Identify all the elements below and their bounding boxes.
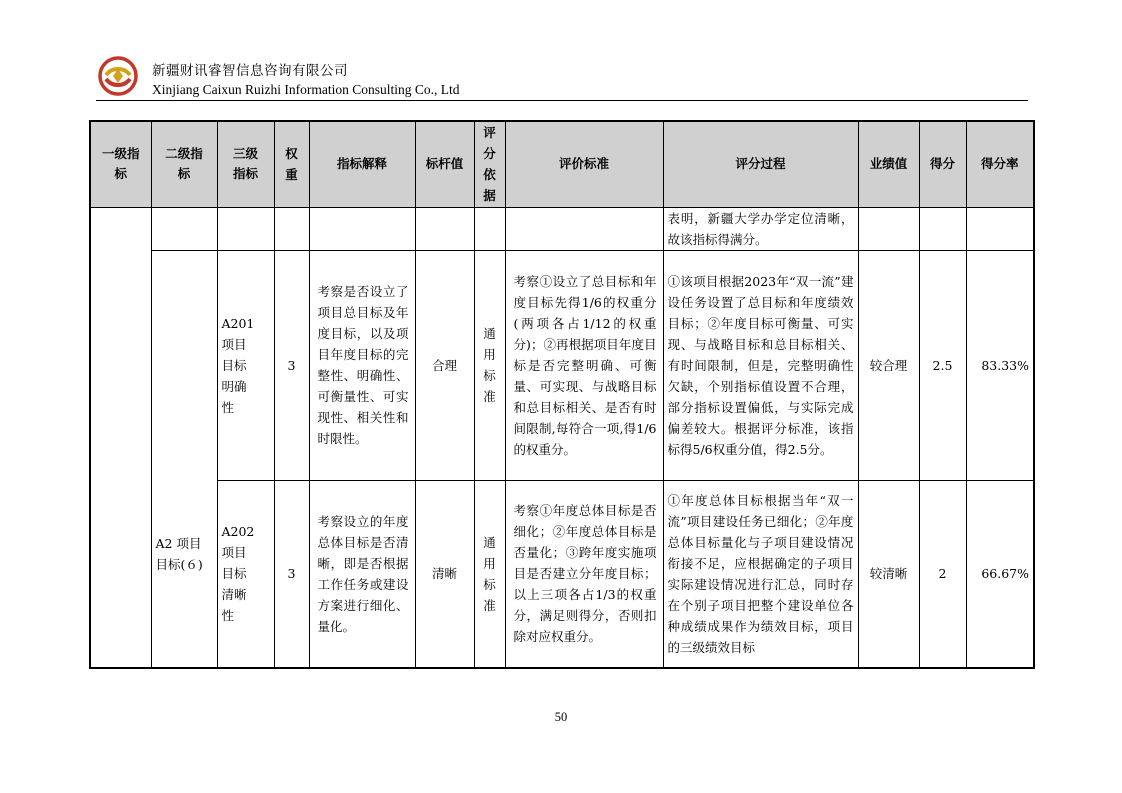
col-header-performance: 业绩值 [858, 121, 919, 207]
process-cell-continued: 表明，新疆大学办学定位清晰，故该指标得满分。 [663, 207, 858, 250]
level1-cell [90, 207, 151, 668]
level3-cell: A202项目目标清晰性 [217, 480, 274, 668]
col-header-benchmark: 标杆值 [415, 121, 474, 207]
col-header-process: 评分过程 [663, 121, 858, 207]
table-header-row [90, 121, 1034, 207]
col-header-basis: 评分依据 [474, 121, 505, 207]
company-logo-icon [96, 54, 140, 98]
performance-cell: 较清晰 [858, 480, 919, 668]
col-header-explanation: 指标解释 [309, 121, 415, 207]
score-cell: 2 [919, 480, 966, 668]
benchmark-cell: 清晰 [415, 480, 474, 668]
company-name-en: Xinjiang Caixun Ruizhi Information Consulting Co., Ltd [152, 82, 460, 97]
explanation-cell: 考察设立的年度总体目标是否清晰，即是否根据工作任务或建设方案进行细化、量化。 [309, 480, 415, 668]
score-cell: 2.5 [919, 250, 966, 480]
level2-cell-continued [151, 207, 217, 250]
col-header-level3: 三级指标 [217, 121, 274, 207]
basis-cell: 通用标准 [474, 480, 505, 668]
criteria-cell: 考察①年度总体目标是否细化；②年度总体目标是否量化；③跨年度实施项目是否建立分年度目标；以上三项各占1/3的权重分，满足则得分，否则扣除对应权重分。 [505, 480, 663, 668]
table-row [90, 250, 1034, 480]
explanation-cell: 考察是否设立了项目总目标及年度目标，以及项目年度目标的完整性、明确性、可衡量性、可实现性、相关性和时限性。 [309, 250, 415, 480]
level2-cell: A2 项目目标(６) [151, 250, 217, 668]
col-header-score: 得分 [919, 121, 966, 207]
process-cell: ①该项目根据2023年“双一流”建设任务设置了总目标和年度绩效目标；②年度目标可衡量、可实现、与战略目标和总目标相关、有时间限制，但是，完整明确性欠缺，个别指标值设置不合理，部分指标设置偏低，与实际完成偏差较大。根据评分标准，该指标得5/6权重分值，得2.5分。 [663, 250, 858, 480]
page-number: 50 [554, 710, 568, 724]
performance-cell: 较合理 [858, 250, 919, 480]
table-row-continued [90, 207, 1034, 250]
table-row [90, 480, 1034, 668]
basis-cell: 通用标准 [474, 250, 505, 480]
benchmark-cell: 合理 [415, 250, 474, 480]
col-header-rate: 得分率 [966, 121, 1034, 207]
rate-cell: 66.67% [966, 480, 1034, 668]
col-header-criteria: 评价标准 [505, 121, 663, 207]
process-cell: ①年度总体目标根据当年“双一流”项目建设任务已细化；②年度总体目标量化与子项目建设情况衔接不足，应根据确定的子项目实际建设情况进行汇总，同时存在个别子项目把整个建设单位各种成绩成果作为绩效目标，项目的三级绩效目标 [663, 480, 858, 668]
level3-cell: A201项目目标明确性 [217, 250, 274, 480]
col-header-weight: 权重 [274, 121, 309, 207]
col-header-level2: 二级指标 [151, 121, 217, 207]
col-header-level1: 一级指标 [90, 121, 151, 207]
evaluation-table [89, 120, 1035, 669]
weight-cell: 3 [274, 250, 309, 480]
header-divider [96, 100, 1028, 101]
company-name-cn: 新疆财讯睿智信息咨询有限公司 [152, 63, 348, 79]
document-header [96, 54, 1026, 104]
criteria-cell: 考察①设立了总目标和年度目标先得1/6的权重分(两项各占1/12的权重分)；②再根据项目年度目标是否完整明确、可衡量、可实现、与战略目标和总目标相关、是否有时间限制,每符合一项,得1/6的权重分。 [505, 250, 663, 480]
rate-cell: 83.33% [966, 250, 1034, 480]
weight-cell: 3 [274, 480, 309, 668]
